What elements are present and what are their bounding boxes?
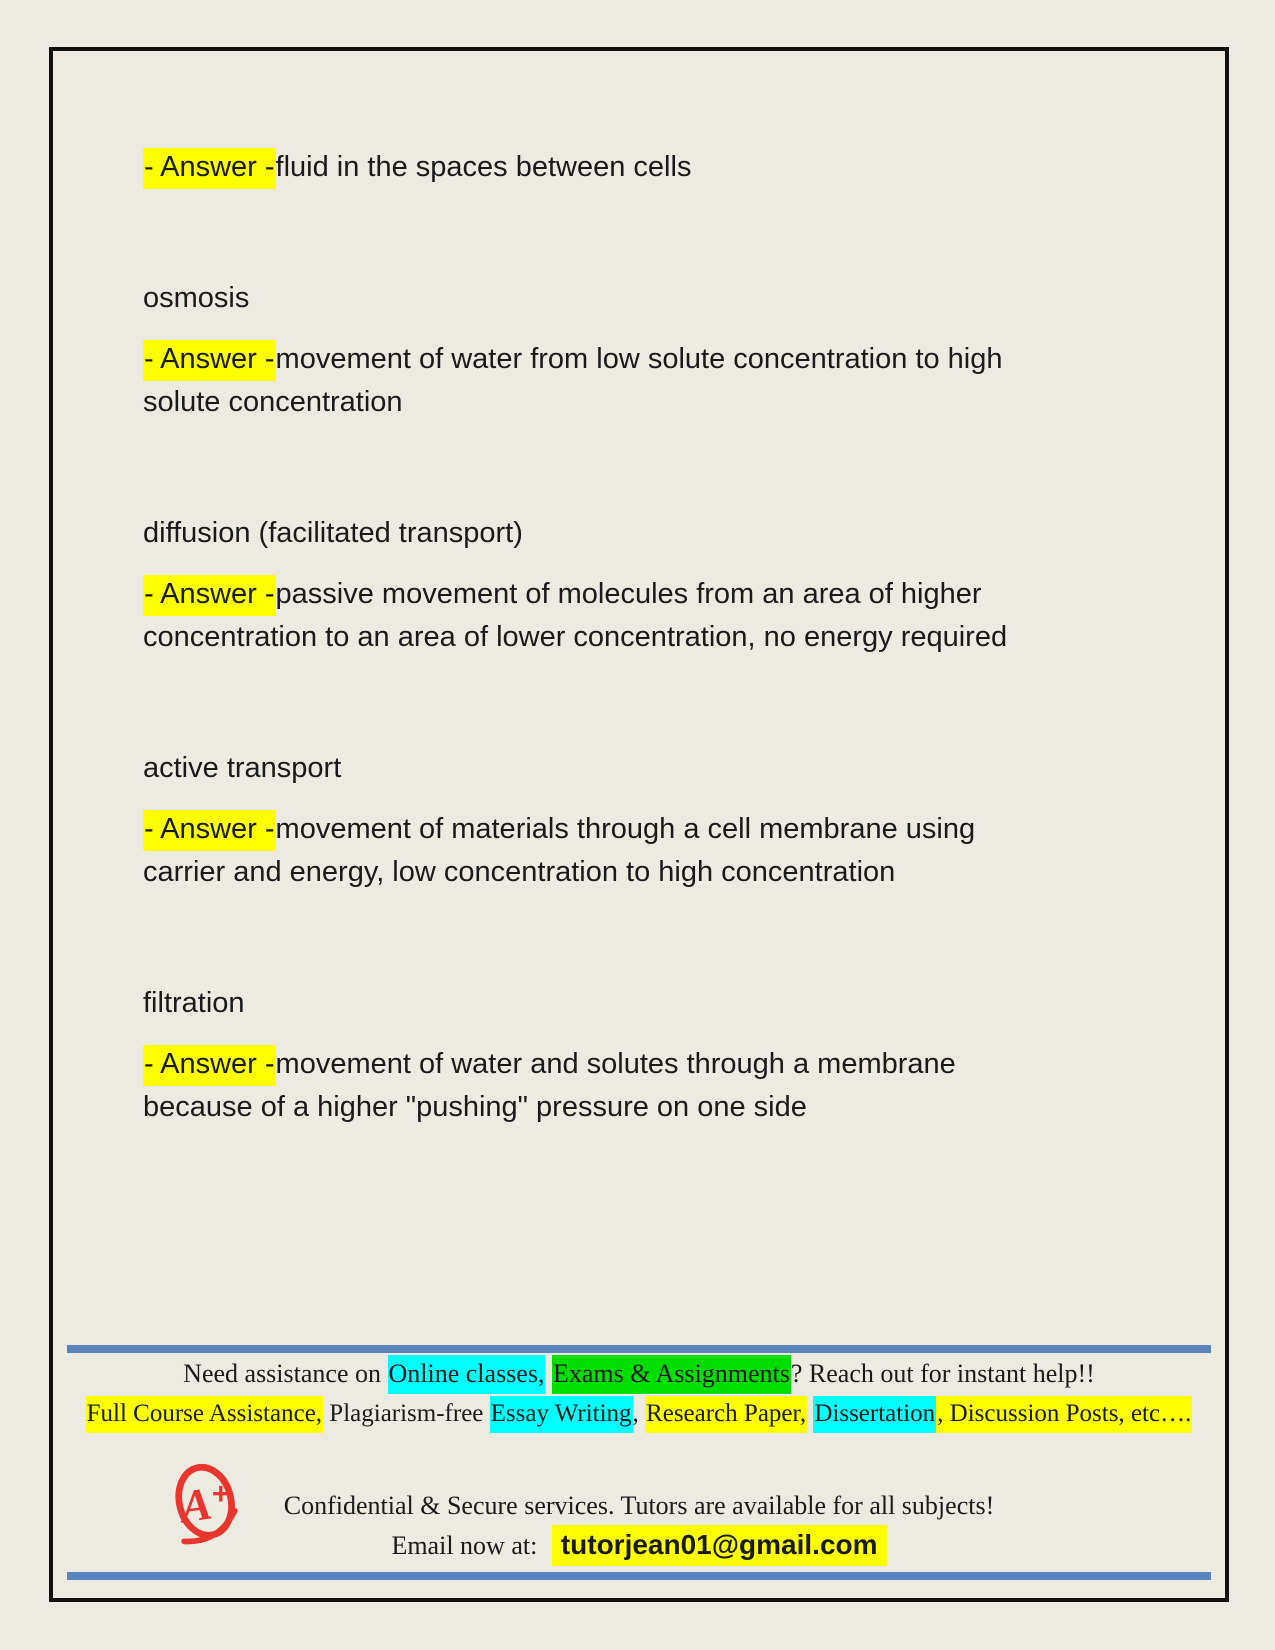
- confidential-text: Confidential & Secure services. Tutors are available for all subjects!: [283, 1491, 995, 1520]
- answer-line: [143, 338, 1167, 381]
- answer-line-text: fluid in the spaces between cells: [275, 151, 692, 183]
- answer-text: [143, 338, 1167, 424]
- answer-line-text: movement of materials through a cell membrane using: [275, 813, 976, 845]
- term-text: diffusion (facilitated transport): [143, 517, 523, 549]
- answer-text: [143, 146, 1167, 189]
- email-label: Email now at:: [391, 1531, 538, 1560]
- answer-prefix-highlight: - Answer -: [143, 148, 276, 189]
- answer-line: concentration to an area of lower concentration, no energy required: [143, 621, 1008, 653]
- answer-line-text: passive movement of molecules from an area of higher: [275, 578, 982, 610]
- answer-line: [143, 808, 1167, 851]
- answer-text: [143, 573, 1167, 659]
- ad-text-segment: Dissertation: [813, 1396, 936, 1433]
- ad-text-segment: Online classes,: [388, 1355, 546, 1394]
- qa-section: [143, 982, 1167, 1129]
- answer-line: [143, 573, 1167, 616]
- answer-line: [143, 1043, 1167, 1086]
- ad-text-segment: [545, 1359, 552, 1388]
- ad-text-segment: Exams & Assignments: [552, 1355, 791, 1394]
- bottom-divider-rule: [67, 1572, 1211, 1580]
- answer-prefix-highlight: - Answer -: [143, 340, 276, 381]
- qa-section: [143, 512, 1167, 659]
- ad-line-1: [53, 1357, 1225, 1391]
- ad-line-2: [53, 1397, 1225, 1431]
- top-divider-rule: [67, 1345, 1211, 1353]
- answer-line: [143, 146, 1167, 189]
- answer-prefix-highlight: - Answer -: [143, 575, 276, 616]
- qa-section: [143, 146, 1167, 189]
- logo-letter-a: A: [177, 1477, 215, 1533]
- term-text: active transport: [143, 752, 342, 784]
- answer-line-text: movement of water and solutes through a membrane: [275, 1048, 956, 1080]
- logo-plus-sign: +: [211, 1477, 230, 1512]
- email-line: [53, 1529, 1225, 1561]
- answer-prefix-highlight: - Answer -: [143, 810, 276, 851]
- term-text: osmosis: [143, 282, 250, 314]
- qa-section: [143, 747, 1167, 894]
- ad-text-segment: Need assistance on: [183, 1359, 388, 1388]
- answer-line-text: movement of water from low solute concentration to high: [275, 343, 1003, 375]
- page-border-frame: [49, 47, 1229, 1602]
- answer-line: because of a higher "pushing" pressure on one side: [143, 1091, 807, 1123]
- ad-text-segment: ,: [632, 1400, 646, 1427]
- ad-text-segment: , Discussion Posts, etc….: [936, 1396, 1192, 1433]
- email-address: tutorjean01@gmail.com: [552, 1525, 887, 1566]
- qa-section: [143, 277, 1167, 424]
- answer-text: [143, 808, 1167, 894]
- qa-content: [53, 51, 1225, 1217]
- term-text: filtration: [143, 987, 245, 1019]
- ad-text-segment: Essay Writing: [490, 1396, 633, 1433]
- answer-prefix-highlight: - Answer -: [143, 1045, 276, 1086]
- answer-line: solute concentration: [143, 386, 403, 418]
- ad-text-segment: ? Reach out for instant help!!: [790, 1359, 1095, 1388]
- ad-text-segment: Plagiarism-free: [323, 1400, 490, 1427]
- ad-text-segment: Full Course Assistance,: [86, 1396, 323, 1433]
- answer-line: carrier and energy, low concentration to high concentration: [143, 856, 896, 888]
- ad-text-segment: Research Paper,: [645, 1396, 807, 1433]
- answer-text: [143, 1043, 1167, 1129]
